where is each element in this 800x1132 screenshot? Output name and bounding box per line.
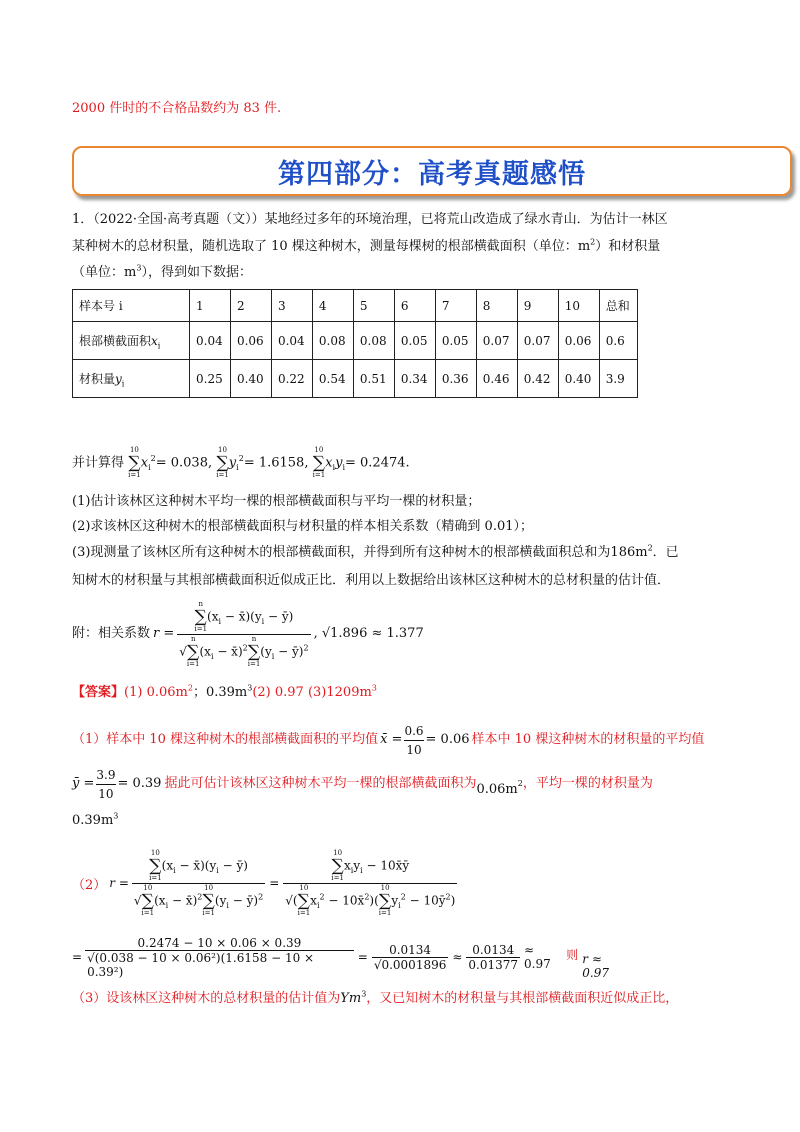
- problem-line-2: 某种树木的总材积量，随机选取了 10 棵这种树木，测量每棵树的根部横截面积（单位：$m^2$）和材积量: [72, 237, 661, 254]
- table-row-header: 样本号 i 1 2 3 4 5 6 7 8 9 10 总和: [73, 290, 638, 322]
- solution-2-formula: （2） r = 10 ∑ i=1 ($x_i$ − $x̄)(y_i$ − ȳ) √ 10 ∑ i=1 ($x_i$ − x̄)$^2$ 10 ∑ i=1 ($y_i$ − ȳ)$^2$ = 10 ∑ i=1 $x_iy_i$ − 10x̄ȳ √( 10 ∑ i=1 $x_i^2$ − 10x̄$^2$)( 10 ∑ i=1 $y_i^2$ − $10ȳ^2$): [72, 848, 456, 917]
- section-title: 第四部分：高考真题感悟: [278, 158, 586, 190]
- row-y-label: 材积量$y_i$: [73, 360, 190, 398]
- appendix-formula: 附：相关系数 r = n ∑ i=1 ($x_i$ − $x̄)(y_i$ − ȳ) √ n ∑ i=1 ($x_i$ − x̄)$^2$ n ∑ i=1 ($y_i$ − ȳ)$^2$ , √1.896 ≈ 1.377: [72, 599, 424, 668]
- answer-line: 【答案】(1) $0.06m^2$；$0.39m^3(2)$ 0.97 $(3)1209m^3$: [72, 683, 377, 700]
- table-header-label: 样本号 i: [73, 290, 190, 322]
- table-row-x: 根部横截面积$x_i$ 0.04 0.06 0.04 0.08 0.08 0.05 0.05 0.07 0.07 0.06 0.6: [73, 322, 638, 360]
- solution-1-line-2: ȳ = $\frac{3.9}{10}$ = 0.39 据此可估计该林区这种树木平均一棵的根部横截面积为 0.06m 2 ，平均一棵的材积量为: [72, 767, 653, 801]
- problem-line-1: 1．（2022·全国·高考真题（文））某地经过多年的环境治理，已将荒山改造成了绿水青山．为估计一林区: [72, 212, 668, 227]
- table-row-y: 材积量$y_i$ 0.25 0.40 0.22 0.54 0.51 0.34 0.36 0.46 0.42 0.40 3.9: [73, 360, 638, 398]
- section-banner: [72, 146, 792, 196]
- question-2: (2)求该林区这种树木的根部横截面积与材积量的样本相关系数（精确到 0.01）；: [72, 519, 533, 534]
- problem-line-3: （单位：$m^3$），得到如下数据：: [72, 263, 252, 280]
- computed-sums: 并计算得 10 ∑ i=1 $x_i^2= 0.038$, 10 ∑ i=1 $y_i^2= 1.6158$, 10 ∑ i=1 $x_iy_i= 0.2474$.: [72, 446, 410, 479]
- data-table: [72, 289, 638, 398]
- solution-2-calculation: = $\frac{0.2474 - 10 \times 0.06 \times 0.39}{\text{√(0.038 − 10 × 0.06²)(1.6158 − 10 × 0.39²)}}$ = $\frac{0.0134}{√0.0001896}$ ≈ $\frac{0.0134}{0.01377}$ ≈ 0.97 则 r ≈ 0.97: [72, 935, 610, 980]
- solution-1-line-3: $0.39m^3$: [72, 811, 119, 828]
- correlation-formula: n ∑ i=1 ($x_i$ − $x̄)(y_i$ − ȳ) √ n ∑ i=1 ($x_i$ − x̄)$^2$ n ∑ i=1 ($y_i$ − ȳ)$^2$: [179, 599, 309, 668]
- question-3-line-1: (3)现测量了该林区所有这种树木的根部横截面积，并得到所有这种树木的根部横截面积总和为$186m^2$．已: [72, 543, 679, 560]
- row-x-label: 根部横截面积$x_i$: [73, 322, 190, 360]
- solution-1-line-1: （1）样本中 10 棵这种树木的根部横截面积的平均值 x̄ = $\frac{0.6}{10}$ = 0.06 样本中 10 棵这种树木的材积量的平均值: [72, 723, 705, 757]
- previous-answer-line: 2000 件时的不合格品数约为 83 件.: [72, 101, 282, 116]
- solution-3-line: （3）设该林区这种树木的总材积量的估计值为Ym$^3$，又已知树木的材积量与其根部横截面积近似成正比，: [72, 989, 679, 1006]
- question-1: (1)估计该林区这种树木平均一棵的根部横截面积与平均一棵的材积量；: [72, 494, 481, 509]
- question-3-line-2: 知树木的材积量与其根部横截面积近似成正比．利用以上数据给出该林区这种树木的总材积量的估计值．: [72, 573, 671, 588]
